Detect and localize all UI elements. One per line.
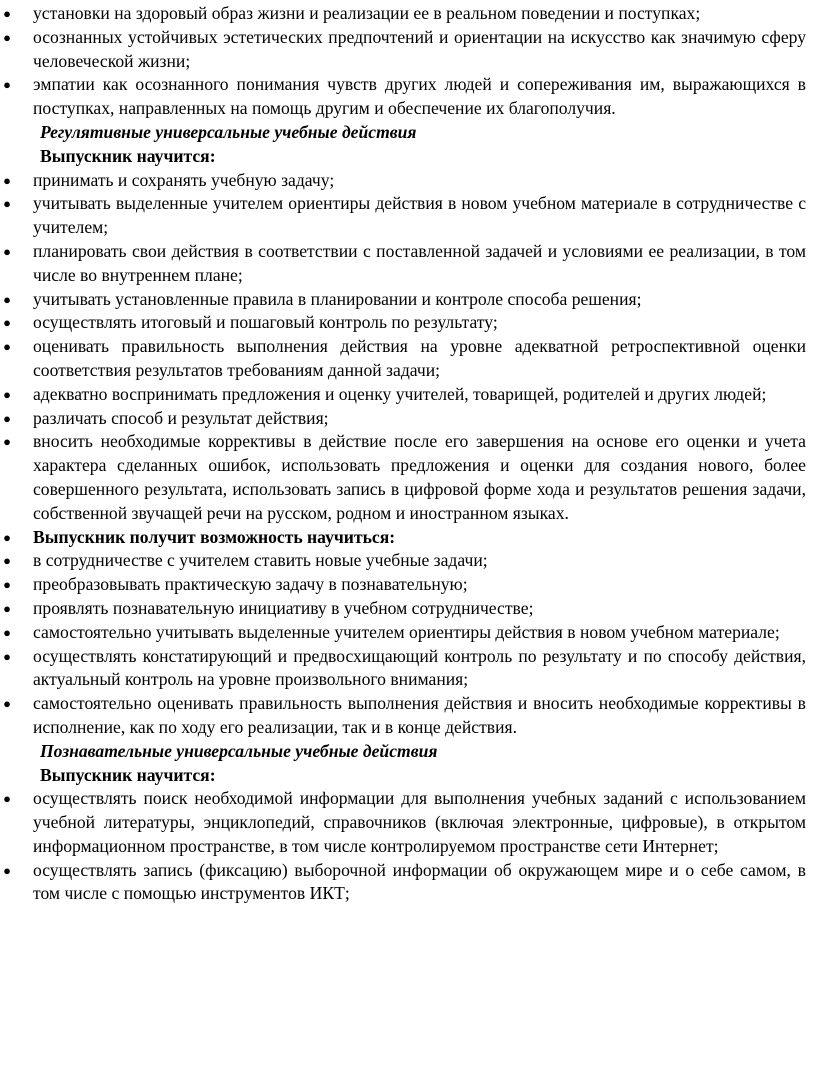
section-subtitle-cognitive: Выпускник научится: <box>40 764 216 785</box>
list-item-text: учитывать выделенные учителем ориентиры действия в новом учебном материале в сотрудничестве с учителем; <box>33 193 806 238</box>
list-item-opportunity-title <box>0 526 816 550</box>
bullet-icon: ● <box>3 6 11 21</box>
bullet-icon: ● <box>3 243 11 259</box>
list-item-text: осознанных устойчивых эстетических предпочтений и ориентации на искусство как значимую сферу человеческой жизни; <box>33 26 806 71</box>
document-page <box>0 2 816 906</box>
list-item-text: установки на здоровый образ жизни и реализации ее в реальном поведении и поступках; <box>33 3 701 23</box>
list-item <box>0 787 816 858</box>
bullet-icon: ● <box>3 410 11 426</box>
list-item-text: осуществлять итоговый и пошаговый контроль по результату; <box>33 312 498 333</box>
list-item-text: учитывать установленные правила в планировании и контроле способа решения; <box>33 288 642 309</box>
bullet-icon: ● <box>3 696 11 712</box>
list-item <box>0 288 816 312</box>
list-item <box>0 73 816 121</box>
bullet-icon: ● <box>3 339 11 355</box>
list-item <box>0 192 816 240</box>
list-item <box>0 2 816 26</box>
bullet-icon: ● <box>3 77 11 93</box>
list-item <box>0 407 816 431</box>
list-item <box>0 383 816 407</box>
bullet-icon: ● <box>3 553 11 569</box>
opportunity-title: Выпускник получит возможность научиться: <box>33 526 396 547</box>
list-item-text: планировать свои действия в соответствии с поставленной задачей и условиями ее реализации, в том числе во внутреннем плане; <box>33 240 806 285</box>
list-item-text: преобразовывать практическую задачу в познавательную; <box>33 574 468 595</box>
bullet-icon: ● <box>3 434 11 450</box>
bullet-icon: ● <box>3 196 11 212</box>
list-item <box>0 311 816 335</box>
list-item-text: в сотрудничестве с учителем ставить новые учебные задачи; <box>33 550 488 571</box>
bullet-icon: ● <box>3 529 11 545</box>
list-item <box>0 621 816 645</box>
list-item-text: оценивать правильность выполнения действия на уровне адекватной ретроспективной оценки соответствия результатов требованиям данной задачи; <box>33 336 806 380</box>
bullet-icon: ● <box>3 29 11 45</box>
list-item-text: различать способ и результат действия; <box>33 407 329 428</box>
list-item <box>0 573 816 597</box>
list-item-text: принимать и сохранять учебную задачу; <box>33 169 335 190</box>
list-item <box>0 645 816 693</box>
list-item <box>0 692 816 740</box>
list-item <box>0 169 816 193</box>
bullet-icon: ● <box>3 862 11 878</box>
list-item-text: самостоятельно учитывать выделенные учителем ориентиры действия в новом учебном материале; <box>33 621 780 642</box>
list-item-text: вносить необходимые коррективы в действие после его завершения на основе его оценки и учета характера сделанных ошибок, использовать предложения и оценки для создания нового, более совершенного результата, использовать запись в цифровой форме хода и результатов решения задачи, собственной звучащей речи на русском, родном и иностранном языках. <box>33 431 806 523</box>
list-item-text: эмпатии как осознанного понимания чувств других людей и сопереживания им, выражающихся в поступках, направленных на помощь другим и обеспечение их благополучия. <box>33 74 806 119</box>
list-item <box>0 597 816 621</box>
list-item <box>0 859 816 907</box>
list-item <box>0 430 816 525</box>
bullet-icon: ● <box>3 600 11 616</box>
list-item <box>0 240 816 288</box>
list-item-text: самостоятельно оценивать правильность выполнения действия и вносить необходимые коррективы в исполнение, как по ходу его реализации, так и в конце действия. <box>33 693 806 737</box>
bullet-icon: ● <box>3 315 11 331</box>
bullet-icon: ● <box>3 172 11 188</box>
bullet-icon: ● <box>3 791 11 807</box>
bullet-icon: ● <box>3 648 11 664</box>
list-item <box>0 335 816 383</box>
section-title-cognitive: Познавательные универсальные учебные действия <box>40 740 438 761</box>
list-item-text: адекватно воспринимать предложения и оценку учителей, товарищей, родителей и других людей; <box>33 383 767 404</box>
section-title-regulative: Регулятивные универсальные учебные действия <box>40 121 417 142</box>
list-item-text: проявлять познавательную инициативу в учебном сотрудничестве; <box>33 597 534 618</box>
list-item-text: осуществлять запись (фиксацию) выборочной информации об окружающем мире и о себе самом, в том числе с помощью инструментов ИКТ; <box>33 859 806 904</box>
list-item-text: осуществлять констатирующий и предвосхищающий контроль по результату и по способу действия, актуальный контроль на уровне произвольного внимания; <box>33 645 806 690</box>
list-item <box>0 26 816 74</box>
bullet-icon: ● <box>3 386 11 402</box>
bullet-icon: ● <box>3 577 11 593</box>
bullet-icon: ● <box>3 291 11 307</box>
section-subtitle-regulative: Выпускник научится: <box>40 145 216 166</box>
bullet-icon: ● <box>3 624 11 640</box>
list-item-text: осуществлять поиск необходимой информации для выполнения учебных заданий с использованием учебной литературы, энциклопедий, справочников (включая электронные, цифровые), в открытом информационном пространстве, в том числе контролируемом пространстве сети Интернет; <box>33 788 806 856</box>
list-item <box>0 549 816 573</box>
